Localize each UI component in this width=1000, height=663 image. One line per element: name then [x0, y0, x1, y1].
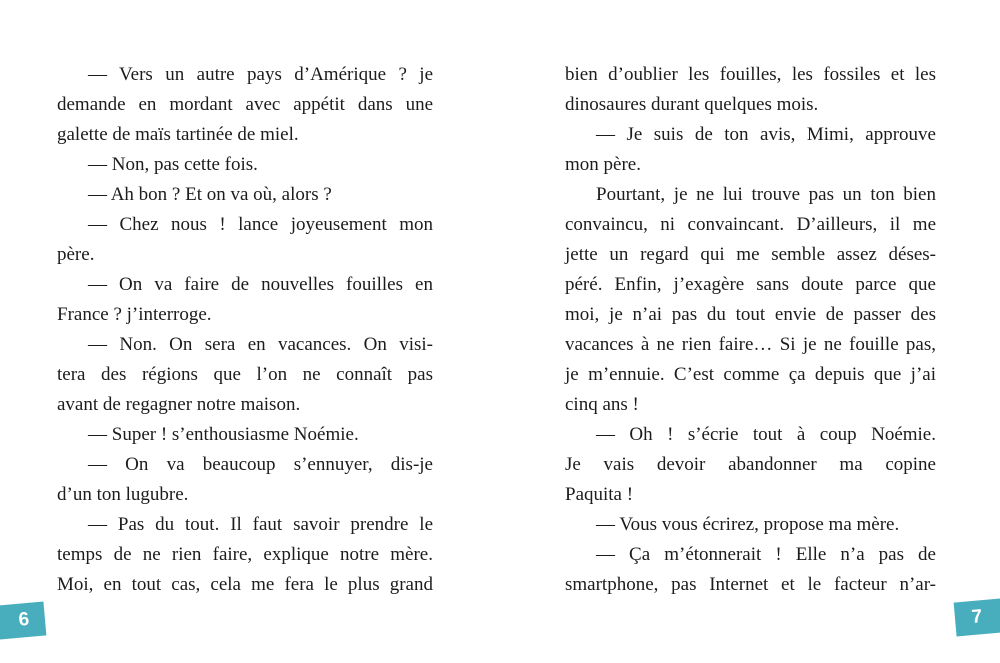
text-line: Je vais devoir abandonner ma copine	[565, 454, 936, 475]
text-line: galette de maïs tartinée de miel.	[57, 124, 299, 145]
text-line: d’un ton lugubre.	[57, 484, 189, 505]
text-line: bien d’oublier les fouilles, les fossiles et les	[565, 64, 936, 85]
page-number-right: 7	[970, 606, 984, 629]
text-line: Moi, en tout cas, cela me fera le plus grand	[57, 574, 433, 595]
text-line: — Ça m’étonnerait ! Elle n’a pas de	[596, 544, 936, 565]
text-line: — Chez nous ! lance joyeusement mon	[88, 214, 433, 235]
text-line: dinosaures durant quelques mois.	[565, 94, 819, 115]
page-number-badge-right	[954, 598, 1000, 637]
text-line: — Super ! s’enthousiasme Noémie.	[88, 424, 359, 445]
text-line: vacances à ne rien faire… Si je ne fouille pas,	[565, 334, 936, 355]
text-line: péré. Enfin, j’exagère sans doute parce que	[565, 274, 936, 295]
text-line: France ? j’interroge.	[57, 304, 212, 325]
text-line: — Non. On sera en vacances. On visi-	[88, 334, 433, 355]
text-line: cinq ans !	[565, 394, 639, 415]
text-line: je m’ennuie. C’est comme ça depuis que j’ai	[565, 364, 936, 385]
text-line: Paquita !	[565, 484, 634, 505]
page-number-left: 6	[17, 608, 31, 631]
text-line: convaincu, ni convaincant. D’ailleurs, il me	[565, 214, 936, 235]
text-line: — Non, pas cette fois.	[88, 154, 258, 175]
right-page-text	[565, 60, 936, 600]
left-page-text	[57, 60, 433, 600]
text-line: jette un regard qui me semble assez déses-	[565, 244, 936, 265]
text-line: — Je suis de ton avis, Mimi, approuve	[596, 124, 936, 145]
text-line: — On va beaucoup s’ennuyer, dis-je	[88, 454, 433, 475]
text-line: — Ah bon ? Et on va où, alors ?	[88, 184, 332, 205]
text-line: — Vers un autre pays d’Amérique ? je	[88, 64, 433, 85]
text-line: tera des régions que l’on ne connaît pas	[57, 364, 433, 385]
text-line: smartphone, pas Internet et le facteur n’ar-	[565, 574, 936, 595]
page-number-badge-left	[0, 602, 46, 641]
text-line: moi, je n’ai pas du tout envie de passer des	[565, 304, 936, 325]
text-line: demande en mordant avec appétit dans une	[57, 94, 433, 115]
text-line: temps de ne rien faire, explique notre mère.	[57, 544, 433, 565]
text-line: — Vous vous écrirez, propose ma mère.	[596, 514, 900, 535]
text-line: — Pas du tout. Il faut savoir prendre le	[88, 514, 433, 535]
text-line: mon père.	[565, 154, 641, 175]
text-line: avant de regagner notre maison.	[57, 394, 301, 415]
text-line: père.	[57, 244, 95, 265]
text-line: — On va faire de nouvelles fouilles en	[88, 274, 433, 295]
text-line: Pourtant, je ne lui trouve pas un ton bien	[596, 184, 936, 205]
text-line: — Oh ! s’écrie tout à coup Noémie.	[596, 424, 936, 445]
